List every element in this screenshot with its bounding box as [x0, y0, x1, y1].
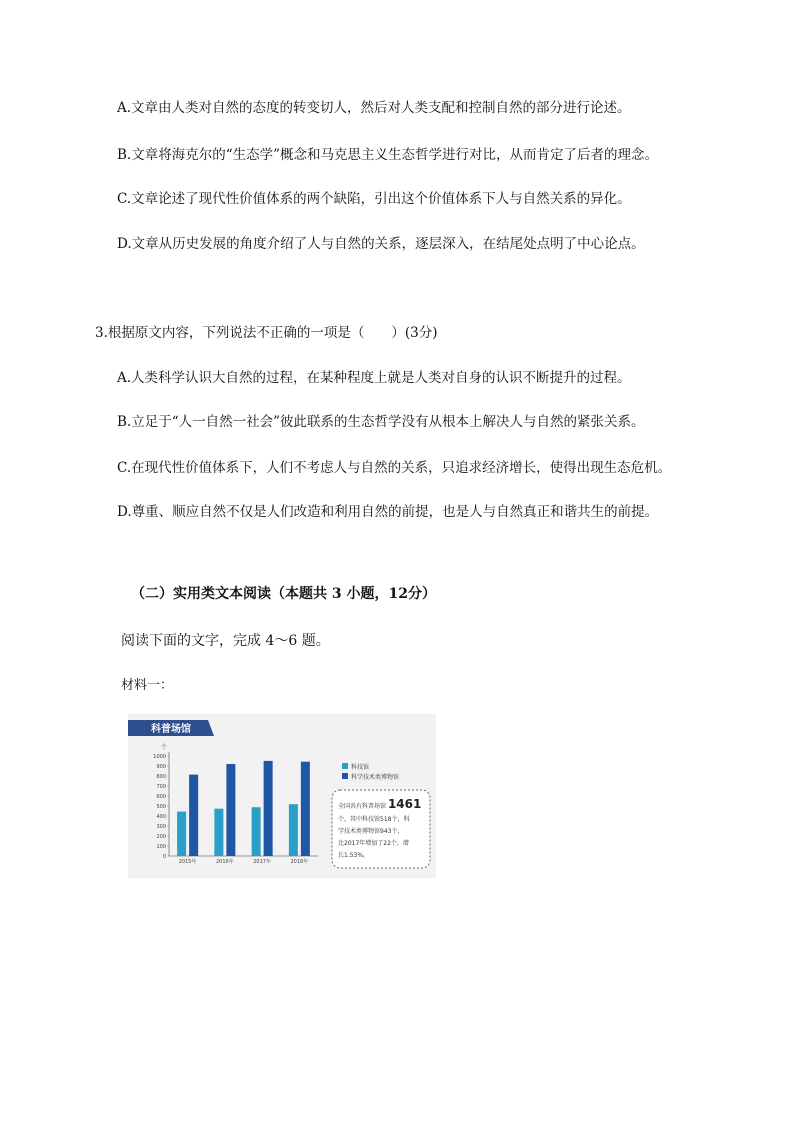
- bar-series-1: [177, 812, 186, 856]
- q2-option-a: A.文章由人类对自然的态度的转变切人，然后对人类支配和控制自然的部分进行论述。: [117, 100, 631, 116]
- q3-option-a: A.人类科学认识大自然的过程，在某种程度上就是人类对自身的认识不断提升的过程。: [117, 370, 631, 386]
- section-title: （二）实用类文本阅读（本题共 3 小题，12分）: [131, 586, 436, 602]
- x-tick-label: 2016年: [216, 859, 234, 865]
- q3-option-b: B.立足于“人一自然一社会”彼此联系的生态哲学没有从根本上解决人与自然的紧张关系。: [117, 414, 645, 430]
- bar-series-2: [264, 761, 273, 856]
- y-tick-label: 1000: [153, 754, 166, 760]
- legend-label-series-2: 科学技术类博物馆: [351, 774, 400, 781]
- y-tick-label: 700: [156, 784, 166, 790]
- chart-title: 科普场馆: [151, 724, 191, 735]
- bar-series-2: [301, 762, 310, 856]
- annotation-line-5: 长1.53%。: [338, 852, 370, 859]
- bar-series-1: [214, 809, 223, 856]
- q3-option-d: D.尊重、顺应自然不仅是人们改造和利用自然的前提，也是人与自然真正和谐共生的前提。: [117, 504, 659, 520]
- annotation-line-4: 比2017年增加了22个，增: [338, 840, 409, 847]
- legend-swatch-series-1: [342, 763, 348, 769]
- bar-chart: [128, 714, 436, 878]
- chart-figure: [128, 714, 436, 878]
- y-tick-label: 0: [162, 854, 166, 860]
- y-tick-label: 100: [156, 844, 166, 850]
- x-tick-label: 2017年: [253, 859, 271, 865]
- bar-series-1: [289, 804, 298, 856]
- legend-label-series-1: 科技馆: [351, 764, 370, 771]
- q3-stem: 3.根据原文内容，下列说法不正确的一项是（ ）(3分): [95, 325, 438, 341]
- q2-option-b: B.文章将海克尔的“生态学”概念和马克思主义生态哲学进行对比，从而肯定了后者的理念。: [117, 147, 659, 163]
- x-tick-label: 2018年: [290, 859, 309, 865]
- y-tick-label: 300: [156, 824, 166, 830]
- section-intro: 阅读下面的文字，完成 4～6 题。: [121, 633, 330, 649]
- y-tick-label: 200: [156, 834, 166, 840]
- y-tick-label: 600: [156, 794, 166, 800]
- q2-option-c: C.文章论述了现代性价值体系的两个缺陷，引出这个价值体系下人与自然关系的异化。: [117, 191, 631, 207]
- annotation-line-2: 个，其中科技馆518个，科: [338, 816, 410, 823]
- x-tick-label: 2015年: [178, 859, 197, 865]
- q2-option-d: D.文章从历史发展的角度介绍了人与自然的关系，逐层深入，在结尾处点明了中心论点。: [117, 236, 645, 252]
- material-label: 材料一：: [121, 678, 174, 693]
- annotation-line-3: 学技术类博物馆943个，: [338, 828, 404, 835]
- q3-option-c: C.在现代性价值体系下，人们不考虑人与自然的关系，只追求经济增长，使得出现生态危机。: [117, 460, 672, 476]
- bar-series-2: [226, 764, 235, 856]
- bar-series-1: [252, 807, 261, 856]
- annotation-prefix: 全国共有科普场馆: [338, 803, 387, 810]
- y-tick-label: 800: [156, 774, 166, 780]
- y-tick-label: 400: [156, 814, 166, 820]
- bar-series-2: [189, 775, 198, 856]
- y-tick-label: 900: [156, 764, 166, 770]
- legend-swatch-series-2: [342, 773, 348, 779]
- annotation-highlight: 1461: [387, 797, 422, 811]
- y-tick-label: 500: [156, 804, 166, 810]
- y-unit-label: 个: [161, 744, 168, 751]
